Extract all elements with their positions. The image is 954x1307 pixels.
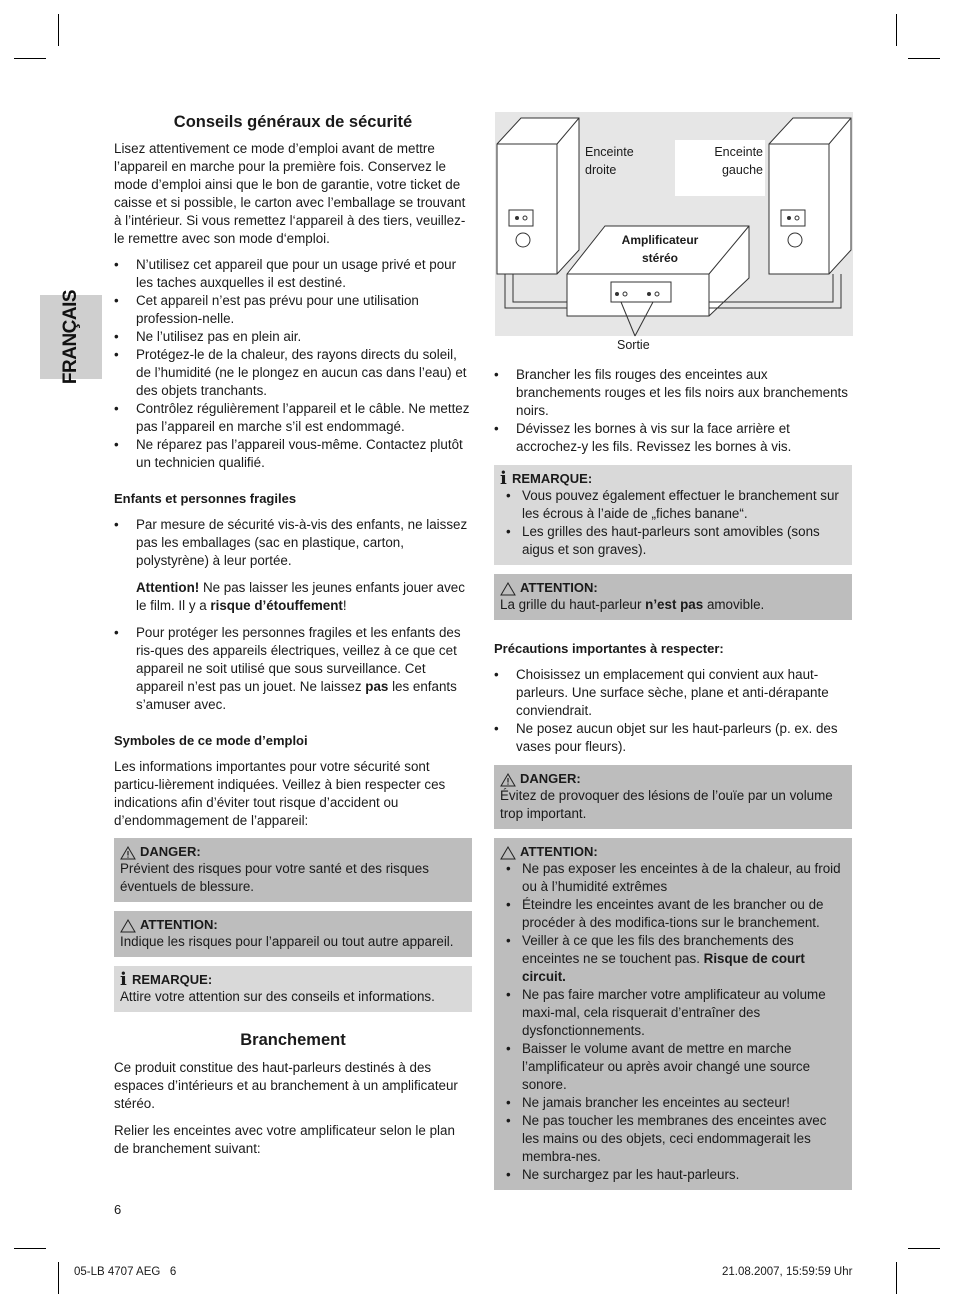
attention-header xyxy=(120,917,466,933)
list-item xyxy=(114,624,472,714)
list-item: • Ne réparez pas l’appareil vous-même. Contactez plutôt un technicien qualifié. xyxy=(114,436,472,472)
list-item: • Contrôlez régulièrement l’appareil et le câble. Ne mettez pas l’appareil en marche s’il est endommagé. xyxy=(114,400,472,436)
danger-box xyxy=(114,838,472,902)
attention-title: ATTENTION: xyxy=(520,844,598,859)
info-icon: i xyxy=(500,468,507,489)
remarque-title: REMARQUE: xyxy=(512,471,593,486)
attention-label: Attention! xyxy=(136,580,200,595)
attention-text: Ne pas laisser les jeunes enfants jouer avec le film. Il y a xyxy=(136,580,465,613)
label-line: droite xyxy=(585,163,617,177)
diagram-drawing xyxy=(495,112,853,344)
doc-code: 05-LB 4707 AEG 6 xyxy=(74,1266,177,1278)
list-item: • Vous pouvez également effectuer le branchement sur les écrous à l’aide de „fiches banane“. xyxy=(500,487,846,523)
steps-list xyxy=(494,366,852,456)
danger-text: Prévient des risques pour votre santé et des risques éventuels de blessure. xyxy=(120,861,429,894)
list-item: • Baisser le volume avant de mettre en marche l’amplificateur ou après avoir changé une source sonore. xyxy=(500,1040,846,1094)
symbols-heading: Symboles de ce mode d’emploi xyxy=(114,733,308,748)
label-line: gauche xyxy=(721,163,763,177)
children-item-bold: pas xyxy=(365,679,389,694)
remarque-box xyxy=(494,465,852,565)
danger-box xyxy=(494,765,852,829)
list-item xyxy=(500,932,846,986)
info-icon: i xyxy=(120,969,127,990)
attention-header xyxy=(500,844,846,860)
list-item: • Les grilles des haut-parleurs sont amovibles (sons aigus et son graves). xyxy=(500,523,846,559)
list-item: • Ne jamais brancher les enceintes au secteur! xyxy=(500,1094,846,1112)
list-item: • Dévissez les bornes à vis sur la face arrière et accrochez-y les fils. Revissez les bornes à vis. xyxy=(494,420,852,456)
attention-text xyxy=(500,596,846,614)
list-item: • Ne posez aucun objet sur les haut-parleurs (p. ex. des vases pour fleurs). xyxy=(494,720,852,756)
precautions-list xyxy=(494,666,852,756)
crop-mark xyxy=(14,58,46,59)
children-item-text: Pour protéger les personnes fragiles et les enfants des ris-ques des appareils électriques, veillez à ce que cet appareil ne soit utilisé que sous surveillance. Cet appareil n’est pas un jouet. Ne laissez xyxy=(136,625,461,694)
attention-list xyxy=(500,860,846,1184)
text-part: Veiller à ce que les fils des branchements des enceintes ne se touchent pas. xyxy=(522,933,794,966)
section-title-safety: Conseils généraux de sécurité xyxy=(173,113,413,131)
branchement-paragraph: Ce produit constitue des haut-parleurs destinés à des espaces d’intérieurs et au branchement à un amplificateur stéréo. xyxy=(114,1060,458,1111)
label-right-speaker xyxy=(585,143,634,179)
label-line: stéréo xyxy=(641,251,679,265)
label-output: Sortie xyxy=(617,338,650,352)
warning-icon xyxy=(120,846,136,860)
danger-header xyxy=(500,771,846,787)
children-item-text: Par mesure de sécurité vis-à-vis des enfants, ne laissez pas les emballages (sac en plastique, carton, polystyrène) à leur portée. xyxy=(136,517,468,568)
attention-end: ! xyxy=(342,598,347,613)
list-item: • Ne pas toucher les membranes des enceintes avec les mains ou des objets, ceci endommagerait les membra-nes. xyxy=(500,1112,846,1166)
attention-risk: risque d’étouffement xyxy=(210,598,343,613)
crop-mark xyxy=(896,14,897,46)
list-item: • Protégez-le de la chaleur, des rayons directs du soleil, de l’humidité (ne le plongez en aucun cas dans l’eau) et des objets tranchants. xyxy=(114,346,472,400)
attention-box xyxy=(494,574,852,620)
label-line: Enceinte xyxy=(714,145,763,159)
remarque-text: Attire votre attention sur des conseils et informations. xyxy=(120,989,435,1004)
attention-box xyxy=(494,838,852,1190)
danger-title: DANGER: xyxy=(520,771,581,786)
language-label: FRANÇAIS xyxy=(60,289,81,385)
remarque-header xyxy=(120,969,466,990)
list-item: • N’utilisez cet appareil que pour un usage privé et pour les taches auxquelles il est destiné. xyxy=(114,256,472,292)
remarque-title: REMARQUE: xyxy=(132,972,213,987)
caution-icon xyxy=(500,582,516,596)
children-list xyxy=(114,516,472,714)
list-item xyxy=(114,516,472,615)
warning-icon xyxy=(500,773,516,787)
list-item: • Ne pas exposer les enceintes à de la chaleur, au froid ou à l’humidité extrêmes xyxy=(500,860,846,896)
left-column xyxy=(114,112,472,1158)
list-item: • Ne surchargez par les haut-parleurs. xyxy=(500,1166,846,1184)
attention-box-text: Indique les risques pour l’appareil ou tout autre appareil. xyxy=(120,934,454,949)
danger-header xyxy=(120,844,466,860)
label-amplifier xyxy=(605,231,715,267)
intro-paragraph: Lisez attentivement ce mode d’emploi avant de mettre l’appareil en marche pour la première fois. Conservez le mode d’emploi ainsi que le bon de garantie, votre ticket de caisse et si possible, le carton avec l’emballage se trouvant à l’intérieur. Si vous remettez l‘appareil à des tiers, veuillez-le remettre avec son mode d‘emploi. xyxy=(114,141,466,246)
list-item: • Ne l’utilisez pas en plein air. xyxy=(114,328,472,346)
crop-mark xyxy=(896,1262,897,1294)
caution-icon xyxy=(120,919,136,933)
children-item-text: les enfants s’amuser avec. xyxy=(136,679,457,712)
list-item: • Cet appareil n’est pas prévu pour une utilisation profession-nelle. xyxy=(114,292,472,328)
section-title-branchement: Branchement xyxy=(240,1031,346,1049)
label-line: Enceinte xyxy=(585,145,634,159)
attention-note xyxy=(136,579,472,615)
list-item: • Éteindre les enceintes avant de les brancher ou de procéder à des modifica-tions sur le branchement. xyxy=(500,896,846,932)
text-part: amovible. xyxy=(703,597,765,612)
attention-box xyxy=(114,911,472,957)
text-bold: Risque de court circuit. xyxy=(522,951,805,984)
label-left-speaker xyxy=(701,143,763,179)
danger-text: Évitez de provoquer des lésions de l’ouïe par un volume trop important. xyxy=(500,788,833,821)
attention-header xyxy=(500,580,846,596)
children-heading: Enfants et personnes fragiles xyxy=(114,491,297,506)
branchement-paragraph: Relier les enceintes avec votre amplificateur selon le plan de branchement suivant: xyxy=(114,1123,455,1156)
list-item: • Brancher les fils rouges des enceintes aux branchements rouges et les fils noirs aux branchements noirs. xyxy=(494,366,852,420)
text-bold: n’est pas xyxy=(645,597,704,612)
symbols-intro: Les informations importantes pour votre sécurité sont particu-lièrement indiquées. Veillez à bien respecter ces indications afin d’éviter tout risque d’accident ou d’endommagement de l’appareil: xyxy=(114,759,446,828)
crop-mark xyxy=(908,58,940,59)
safety-list xyxy=(114,256,472,472)
right-column xyxy=(494,366,852,1190)
danger-title: DANGER: xyxy=(140,844,201,859)
remarque-header xyxy=(500,468,846,489)
text-part: La grille du haut-parleur xyxy=(500,597,646,612)
caution-icon xyxy=(500,846,516,860)
list-item: • Ne pas faire marcher votre amplificateur au volume maxi-mal, cela risquerait d’entraîner des dysfonctionnements. xyxy=(500,986,846,1040)
attention-title: ATTENTION: xyxy=(520,580,598,595)
remarque-list xyxy=(500,487,846,559)
remarque-box xyxy=(114,966,472,1012)
crop-mark xyxy=(14,1248,46,1249)
page-number: 6 xyxy=(114,1202,122,1217)
print-timestamp: 21.08.2007, 15:59:59 Uhr xyxy=(722,1266,853,1278)
crop-mark xyxy=(58,14,59,46)
connection-diagram xyxy=(495,112,853,352)
list-item: • Choisissez un emplacement qui convient aux haut-parleurs. Une surface sèche, plane et anti-dérapante conviendrait. xyxy=(494,666,852,720)
attention-title: ATTENTION: xyxy=(140,917,218,932)
precautions-heading: Précautions importantes à respecter: xyxy=(494,641,724,656)
crop-mark xyxy=(908,1248,940,1249)
crop-mark xyxy=(58,1262,59,1294)
label-line: Amplificateur xyxy=(621,233,699,247)
language-tab xyxy=(40,289,102,385)
